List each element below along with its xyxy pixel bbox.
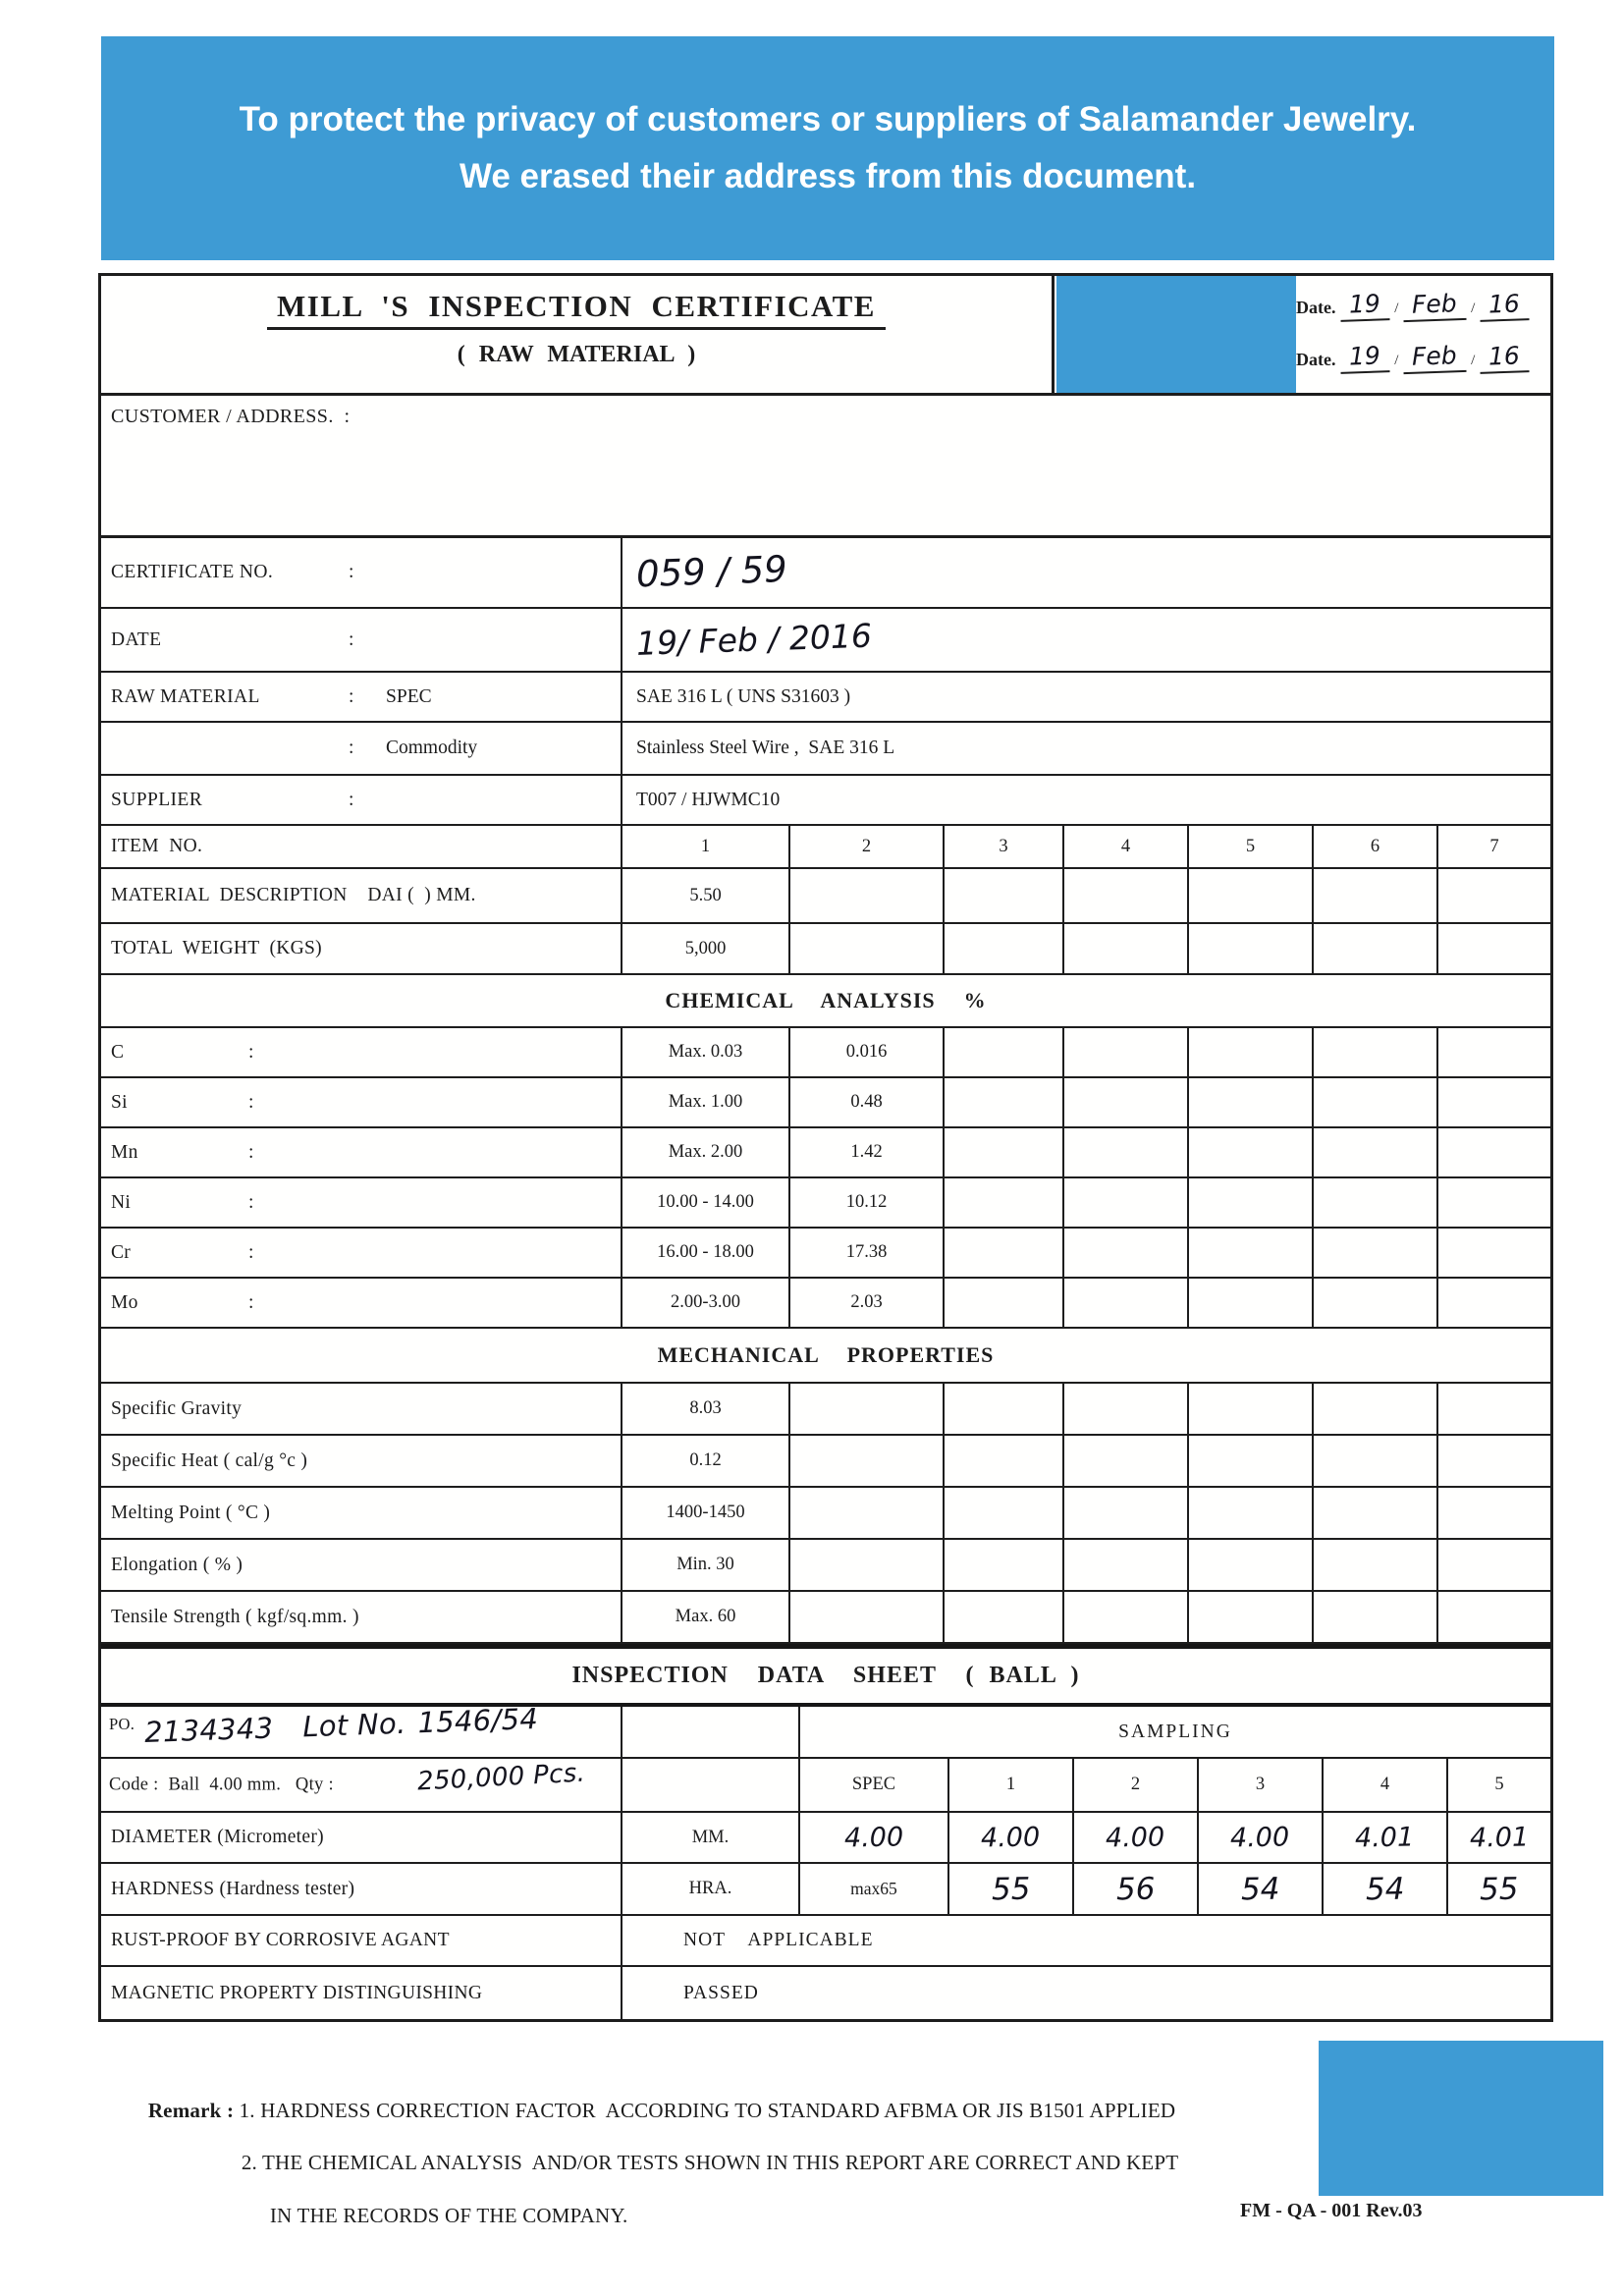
mech-property-label: Tensile Strength ( kgf/sq.mm. ) [101, 1592, 622, 1642]
date-line-2 [1296, 342, 1529, 373]
mech-property-label: Melting Point ( °C ) [101, 1488, 622, 1538]
table-cell-empty [622, 1759, 800, 1811]
info-colon: : [349, 789, 354, 810]
table-cell-empty [1314, 924, 1438, 973]
table-cell-empty [945, 1028, 1064, 1076]
hardness-sample-value: 54 [1365, 1871, 1405, 1907]
chem-row-c [101, 1028, 1550, 1078]
mech-property-value: Min. 30 [622, 1540, 790, 1590]
po-cell [101, 1702, 622, 1757]
chemical-analysis-title: CHEMICAL ANALYSIS % [665, 988, 987, 1012]
hardness-sample-value: 54 [1240, 1871, 1280, 1907]
inspection-data-sheet-header [101, 1644, 1550, 1707]
mech-row-melting-point [101, 1488, 1550, 1540]
sample-column-header: 2 [1074, 1759, 1199, 1811]
table-cell-empty [790, 1384, 945, 1434]
chem-colon: : [248, 1241, 254, 1263]
table-cell-empty [945, 1488, 1064, 1538]
info-value-cell [622, 673, 1550, 721]
material-description-row [101, 869, 1550, 924]
inspection-data-sheet-title: INSPECTION DATA SHEET ( BALL ) [571, 1663, 1080, 1688]
table-cell-empty [1438, 1178, 1550, 1227]
diameter-label: DIAMETER (Micrometer) [101, 1813, 622, 1862]
chem-row-mn [101, 1128, 1550, 1178]
mech-property-label: Specific Heat ( cal/g °c ) [101, 1436, 622, 1486]
table-cell-empty [1064, 1540, 1189, 1590]
chemical-analysis-header [101, 975, 1550, 1028]
magnetic-label: MAGNETIC PROPERTY DISTINGUISHING [101, 1967, 622, 2019]
item-column-header: 6 [1314, 826, 1438, 867]
total-weight-label: TOTAL WEIGHT (KGS) [101, 924, 622, 973]
table-cell-empty [1314, 1229, 1438, 1277]
spec-column-header: SPEC [800, 1759, 949, 1811]
mechanical-properties-header [101, 1329, 1550, 1384]
sample-column-header: 4 [1324, 1759, 1448, 1811]
chem-colon: : [248, 1141, 254, 1163]
code-cell [101, 1759, 622, 1811]
item-no-row [101, 826, 1550, 869]
mech-row-specific-heat [101, 1436, 1550, 1488]
table-cell-empty [1189, 1488, 1314, 1538]
table-cell-empty [1189, 1128, 1314, 1176]
form-code: FM - QA - 001 Rev.03 [1240, 2200, 1423, 2221]
date-month-handwritten: Feb [1403, 289, 1467, 322]
table-cell-empty [622, 1707, 800, 1757]
diameter-sample-value: 4.00 [1230, 1821, 1290, 1854]
table-cell-empty [1064, 1028, 1189, 1076]
table-cell-empty [1064, 1436, 1189, 1486]
table-cell-empty [1064, 1229, 1189, 1277]
table-cell-empty [790, 1436, 945, 1486]
chem-element: C [111, 1041, 125, 1063]
info-colon: : [349, 685, 354, 707]
sample-column-header: 5 [1494, 1775, 1504, 1794]
chem-spec-value: 10.00 - 14.00 [622, 1178, 790, 1227]
table-cell-empty [790, 869, 945, 922]
table-cell-empty [1438, 1384, 1550, 1434]
privacy-banner-line-1: To protect the privacy of customers or suppliers of Salamander Jewelry. [239, 100, 1417, 138]
table-cell-empty [1438, 1078, 1550, 1126]
chem-measured-value: 10.12 [790, 1178, 945, 1227]
diameter-row [101, 1813, 1550, 1864]
table-cell-empty [790, 1592, 945, 1642]
mech-row-elongation [101, 1540, 1550, 1592]
item-column-header: 3 [945, 826, 1064, 867]
table-cell-empty [1064, 1078, 1189, 1126]
hardness-sample-value: 55 [1479, 1871, 1520, 1907]
chem-spec-value: Max. 1.00 [622, 1078, 790, 1126]
table-cell-empty [1189, 1178, 1314, 1227]
remark-text-1: 1. HARDNESS CORRECTION FACTOR ACCORDING TO STANDARD AFBMA OR JIS B1501 APPLIED [239, 2099, 1176, 2122]
table-cell-empty [1189, 1592, 1314, 1642]
remark-line-3 [248, 2179, 627, 2253]
table-cell-empty [945, 1384, 1064, 1434]
table-cell-empty [1314, 1488, 1438, 1538]
mech-property-value: 8.03 [622, 1384, 790, 1434]
hardness-row [101, 1864, 1550, 1916]
qty-value-handwritten: 250,000 Pcs. [416, 1758, 586, 1797]
info-colon: : [349, 738, 354, 758]
mech-property-label: Elongation ( % ) [101, 1540, 622, 1590]
table-cell-empty [1438, 1592, 1550, 1642]
info-value-cell [622, 776, 1550, 824]
date-year-handwritten: 16 [1480, 341, 1530, 374]
hardness-unit: HRA. [622, 1864, 800, 1914]
redaction-box-header [1056, 276, 1296, 393]
info-value-cell [622, 723, 1550, 774]
chem-measured-value: 1.42 [790, 1128, 945, 1176]
info-suffix: SPEC [386, 685, 432, 707]
date-separator: / [1471, 353, 1476, 368]
sampling-header: SAMPLING [1118, 1721, 1232, 1742]
info-label: DATE [111, 629, 162, 650]
table-cell-empty [1064, 1384, 1189, 1434]
table-cell-empty [790, 1488, 945, 1538]
info-colon: : [349, 562, 354, 582]
chem-measured-value: 0.48 [790, 1078, 945, 1126]
chem-row-ni [101, 1178, 1550, 1229]
rust-proof-label: RUST-PROOF BY CORROSIVE AGANT [101, 1916, 622, 1965]
chem-spec-value: Max. 2.00 [622, 1128, 790, 1176]
chem-spec-value: 2.00-3.00 [622, 1279, 790, 1327]
table-cell-empty [1314, 1178, 1438, 1227]
table-cell-empty [945, 1229, 1064, 1277]
table-cell-empty [1189, 869, 1314, 922]
chem-colon: : [248, 1091, 254, 1113]
chem-row-cr [101, 1229, 1550, 1279]
table-cell-empty [945, 1592, 1064, 1642]
table-cell-empty [1314, 1279, 1438, 1327]
item-column-header: 7 [1489, 836, 1499, 856]
commodity-value: Stainless Steel Wire , SAE 316 L [636, 738, 895, 758]
chem-row-mo [101, 1279, 1550, 1329]
table-cell-empty [945, 1540, 1064, 1590]
info-row-commodity [101, 723, 1550, 776]
remark-prefix: Remark : [147, 2099, 235, 2122]
remark-text-3: IN THE RECORDS OF THE COMPANY. [269, 2204, 628, 2227]
table-cell-empty [1314, 869, 1438, 922]
date-day-handwritten: 19 [1340, 289, 1390, 322]
material-description-label: MATERIAL DESCRIPTION DAI ( ) MM. [101, 869, 622, 922]
info-value-cell [622, 538, 1550, 607]
header-row [101, 276, 1550, 396]
table-cell-empty [1189, 1229, 1314, 1277]
item-column-header: 4 [1064, 826, 1189, 867]
chem-colon: : [248, 1291, 254, 1313]
info-label-cell [101, 673, 622, 721]
chem-spec-value: 16.00 - 18.00 [622, 1229, 790, 1277]
header-right-box [1055, 276, 1550, 393]
code-row [101, 1759, 1550, 1813]
po-label: PO. [109, 1715, 135, 1733]
raw-material-spec-value: SAE 316 L ( UNS S31603 ) [636, 685, 851, 707]
info-row-supplier [101, 776, 1550, 826]
date-separator: / [1471, 301, 1476, 316]
sample-column-header: 1 [949, 1759, 1074, 1811]
table-cell-empty [1189, 1028, 1314, 1076]
chem-element: Ni [111, 1191, 132, 1213]
table-cell-empty [1064, 1178, 1189, 1227]
table-cell-empty [1314, 1592, 1438, 1642]
table-cell-empty [1189, 1384, 1314, 1434]
chem-element-label [101, 1078, 622, 1126]
info-row-certificate-no [101, 538, 1550, 609]
table-cell-empty [1064, 1592, 1189, 1642]
table-cell-empty [945, 1128, 1064, 1176]
table-cell-empty [1438, 869, 1550, 922]
mech-property-value: 0.12 [622, 1436, 790, 1486]
table-cell-empty [1314, 1384, 1438, 1434]
table-cell-empty [1064, 1488, 1189, 1538]
table-cell-empty [1314, 1540, 1438, 1590]
info-label-cell [101, 723, 622, 774]
lot-no-value-handwritten: 1546/54 [416, 1702, 539, 1740]
date-label: Date. [1296, 350, 1336, 369]
table-cell-empty [1438, 1128, 1550, 1176]
chem-element: Mo [111, 1291, 138, 1313]
total-weight-row [101, 924, 1550, 975]
chem-element-label [101, 1128, 622, 1176]
lot-no-label-handwritten: Lot No. [301, 1706, 407, 1744]
table-cell-empty [1314, 1436, 1438, 1486]
date-separator: / [1394, 301, 1399, 316]
sample-column-header: 3 [1199, 1759, 1324, 1811]
hardness-sample-value: 55 [991, 1871, 1031, 1907]
remark-text-2: 2. THE CHEMICAL ANALYSIS AND/OR TESTS SHOWN IN THIS REPORT ARE CORRECT AND KEPT [241, 2151, 1179, 2174]
table-cell-empty [1438, 1028, 1550, 1076]
item-column-header: 5 [1189, 826, 1314, 867]
info-label: CERTIFICATE NO. [111, 562, 274, 582]
mech-row-tensile-strength [101, 1592, 1550, 1644]
item-column-header: 2 [790, 826, 945, 867]
total-weight-value: 5,000 [622, 924, 790, 973]
privacy-banner-line-2: We erased their address from this document. [459, 157, 1197, 195]
customer-address-label: CUSTOMER / ADDRESS. : [111, 406, 351, 427]
document-title: MILL 'S INSPECTION CERTIFICATE [267, 289, 886, 330]
hardness-label: HARDNESS (Hardness tester) [101, 1864, 622, 1914]
info-row-raw-material-spec [101, 673, 1550, 723]
chem-element-label [101, 1028, 622, 1076]
chem-colon: : [248, 1041, 254, 1063]
date-month-handwritten: Feb [1403, 341, 1467, 374]
hardness-sample-value: 56 [1115, 1871, 1156, 1907]
info-value-cell [622, 609, 1550, 671]
item-column-header: 1 [622, 826, 790, 867]
po-row [101, 1702, 1550, 1759]
title-box [101, 276, 1055, 393]
table-cell-empty [1064, 1279, 1189, 1327]
chem-element: Mn [111, 1141, 138, 1163]
supplier-value: T007 / HJWMC10 [636, 789, 781, 810]
chem-element-label [101, 1279, 622, 1327]
table-cell-empty [1438, 1436, 1550, 1486]
rust-proof-row [101, 1916, 1550, 1967]
date-year-handwritten: 16 [1480, 289, 1530, 322]
diameter-sample-value: 4.00 [981, 1821, 1041, 1854]
table-cell-empty [945, 1279, 1064, 1327]
info-row-date [101, 609, 1550, 673]
info-suffix: Commodity [386, 738, 478, 758]
table-cell-empty [1189, 1540, 1314, 1590]
table-cell-empty [790, 1540, 945, 1590]
certificate-no-handwritten: 059 / 59 [635, 547, 788, 596]
info-label-cell [101, 609, 622, 671]
redaction-box-footer [1319, 2041, 1603, 2196]
mech-row-specific-gravity [101, 1384, 1550, 1436]
info-label: RAW MATERIAL [111, 685, 260, 707]
diameter-unit: MM. [622, 1813, 800, 1862]
table-cell-empty [1189, 1436, 1314, 1486]
table-cell-empty [1314, 1078, 1438, 1126]
material-diameter-value: 5.50 [622, 869, 790, 922]
item-no-label: ITEM NO. [101, 826, 622, 867]
diameter-spec-handwritten: 4.00 [843, 1821, 904, 1854]
table-cell-empty [1314, 1128, 1438, 1176]
table-cell-empty [945, 1436, 1064, 1486]
chem-measured-value: 0.016 [790, 1028, 945, 1076]
table-cell-empty [945, 924, 1064, 973]
table-cell-empty [1189, 1078, 1314, 1126]
code-label: Code : Ball 4.00 mm. Qty : [109, 1775, 334, 1794]
diameter-sample-value: 4.00 [1106, 1821, 1165, 1854]
po-number-handwritten: 2134343 [143, 1711, 274, 1749]
table-cell-empty [1314, 1028, 1438, 1076]
chem-element: Cr [111, 1241, 132, 1263]
chem-element-label [101, 1178, 622, 1227]
chem-element: Si [111, 1091, 128, 1113]
table-cell-empty [1064, 869, 1189, 922]
table-cell-empty [1438, 1229, 1550, 1277]
table-cell-empty [1189, 1279, 1314, 1327]
info-label-cell [101, 538, 622, 607]
certificate-document [98, 273, 1553, 2022]
chem-measured-value: 17.38 [790, 1229, 945, 1277]
diameter-sample-value: 4.01 [1469, 1821, 1530, 1854]
mech-property-value: 1400-1450 [622, 1488, 790, 1538]
table-cell-empty [1438, 1540, 1550, 1590]
table-cell-empty [945, 869, 1064, 922]
table-cell-empty [945, 1178, 1064, 1227]
table-cell-empty [1438, 1488, 1550, 1538]
chem-row-si [101, 1078, 1550, 1128]
table-cell-empty [790, 924, 945, 973]
info-label-cell [101, 776, 622, 824]
info-colon: : [349, 629, 354, 650]
table-cell-empty [1064, 1128, 1189, 1176]
chem-measured-value: 2.03 [790, 1279, 945, 1327]
magnetic-row [101, 1967, 1550, 2019]
table-cell-empty [1438, 924, 1550, 973]
diameter-sample-value: 4.01 [1355, 1821, 1415, 1854]
rust-proof-value: NOT APPLICABLE [683, 1930, 874, 1950]
document-subtitle: ( RAW MATERIAL ) [457, 342, 696, 367]
date-line-1 [1296, 290, 1529, 321]
mechanical-properties-title: MECHANICAL PROPERTIES [657, 1342, 995, 1367]
date-value-handwritten: 19/ Feb / 2016 [635, 616, 873, 663]
privacy-banner [101, 36, 1554, 260]
date-label: Date. [1296, 298, 1336, 317]
hardness-spec: max65 [800, 1864, 949, 1914]
date-separator: / [1394, 353, 1399, 368]
magnetic-value: PASSED [683, 1982, 759, 2003]
table-cell-empty [945, 1078, 1064, 1126]
table-cell-empty [1189, 924, 1314, 973]
chem-spec-value: Max. 0.03 [622, 1028, 790, 1076]
mech-property-value: Max. 60 [622, 1592, 790, 1642]
table-cell-empty [1064, 924, 1189, 973]
mech-property-label: Specific Gravity [101, 1384, 622, 1434]
date-day-handwritten: 19 [1340, 341, 1390, 374]
po-handwritten [144, 1702, 539, 1749]
table-cell-empty [1438, 1279, 1550, 1327]
customer-address-row [101, 396, 1550, 538]
chem-colon: : [248, 1191, 254, 1213]
chem-element-label [101, 1229, 622, 1277]
info-label: SUPPLIER [111, 789, 203, 810]
